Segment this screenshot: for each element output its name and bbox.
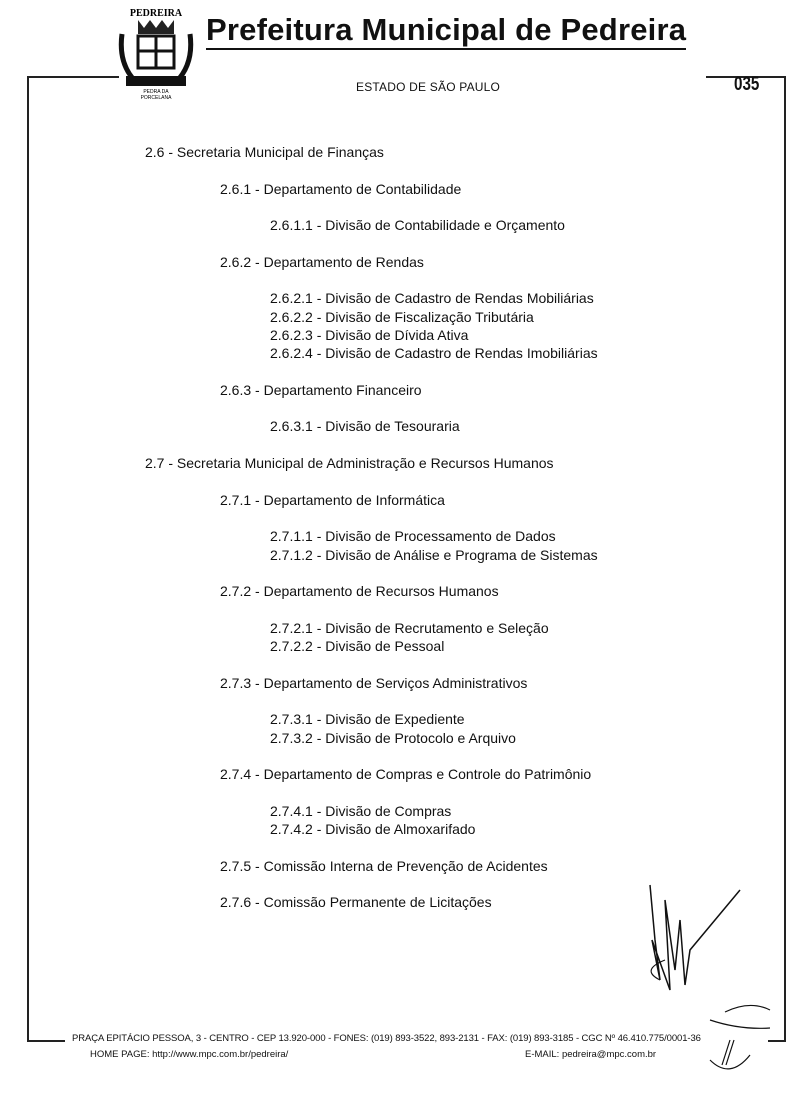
list-item-level-3: 2.6.2.3 - Divisão de Dívida Ativa: [270, 326, 469, 343]
org-structure-list: [0, 143, 800, 911]
footer-email: E-MAIL: pedreira@mpc.com.br: [525, 1049, 657, 1060]
list-item-level-3: 2.7.1.1 - Divisão de Processamento de Dados: [270, 528, 556, 545]
list-item-level-2: 2.6.1 - Departamento de Contabilidade: [220, 180, 462, 197]
list-item-level-2: 2.6.2 - Departamento de Rendas: [220, 253, 424, 270]
svg-text:PEDRA DA: PEDRA DA: [143, 89, 169, 95]
svg-text:PEDREIRA: PEDREIRA: [129, 8, 183, 19]
page-number: 035: [734, 74, 760, 95]
list-item-level-3: 2.6.2.4 - Divisão de Cadastro de Rendas Imobiliárias: [270, 345, 598, 362]
list-item-level-3: 2.6.1.1 - Divisão de Contabilidade e Orçamento: [270, 217, 565, 234]
frame-top-left: [27, 76, 119, 78]
list-item-level-2: 2.7.3 - Departamento de Serviços Administrativos: [220, 674, 528, 691]
list-item-level-3: 2.6.2.2 - Divisão de Fiscalização Tributária: [270, 308, 534, 325]
list-item-level-3: 2.6.3.1 - Divisão de Tesouraria: [270, 418, 460, 435]
list-item-level-1: 2.7 - Secretaria Municipal de Administração e Recursos Humanos: [145, 455, 554, 472]
list-item-level-1: 2.6 - Secretaria Municipal de Finanças: [145, 144, 384, 160]
svg-text:PORCELANA: PORCELANA: [140, 95, 172, 101]
list-item-level-3: 2.7.1.2 - Divisão de Análise e Programa de Sistemas: [270, 546, 598, 563]
list-item-level-3: 2.7.2.2 - Divisão de Pessoal: [270, 638, 445, 655]
coat-of-arms-logo: [116, 4, 196, 102]
list-item-level-2: 2.7.2 - Departamento de Recursos Humanos: [220, 583, 499, 600]
list-item-level-3: 2.7.3.2 - Divisão de Protocolo e Arquivo: [270, 729, 516, 746]
list-item-level-2: 2.7.4 - Departamento de Compras e Controle do Patrimônio: [220, 766, 592, 783]
footer-address: PRAÇA EPITÁCIO PESSOA, 3 - CENTRO - CEP 13.920-000 - FONES: (019) 893-3522, 893-2131 - FAX: (019) 893-3185 - CGC Nº 46.410.775/0001-36: [72, 1033, 701, 1044]
list-item-level-3: 2.7.4.2 - Divisão de Almoxarifado: [270, 820, 476, 837]
list-item-level-2: 2.6.3 - Departamento Financeiro: [220, 381, 422, 398]
list-item-level-2: 2.7.1 - Departamento de Informática: [220, 491, 445, 508]
footer-homepage: HOME PAGE: http://www.mpc.com.br/pedreira/: [90, 1049, 289, 1060]
frame-bottom-left: [27, 1040, 65, 1042]
list-item-level-3: 2.7.3.1 - Divisão de Expediente: [270, 711, 465, 728]
page-title: Prefeitura Municipal de Pedreira: [206, 12, 686, 50]
subtitle: ESTADO DE SÃO PAULO: [356, 80, 501, 94]
list-item-level-3: 2.7.4.1 - Divisão de Compras: [270, 802, 452, 819]
list-item-level-2: 2.7.5 - Comissão Interna de Prevenção de Acidentes: [220, 857, 548, 874]
list-item-level-3: 2.6.2.1 - Divisão de Cadastro de Rendas Mobiliárias: [270, 290, 594, 307]
list-item-level-3: 2.7.2.1 - Divisão de Recrutamento e Seleção: [270, 619, 549, 636]
list-item-level-2: 2.7.6 - Comissão Permanente de Licitações: [220, 894, 492, 911]
